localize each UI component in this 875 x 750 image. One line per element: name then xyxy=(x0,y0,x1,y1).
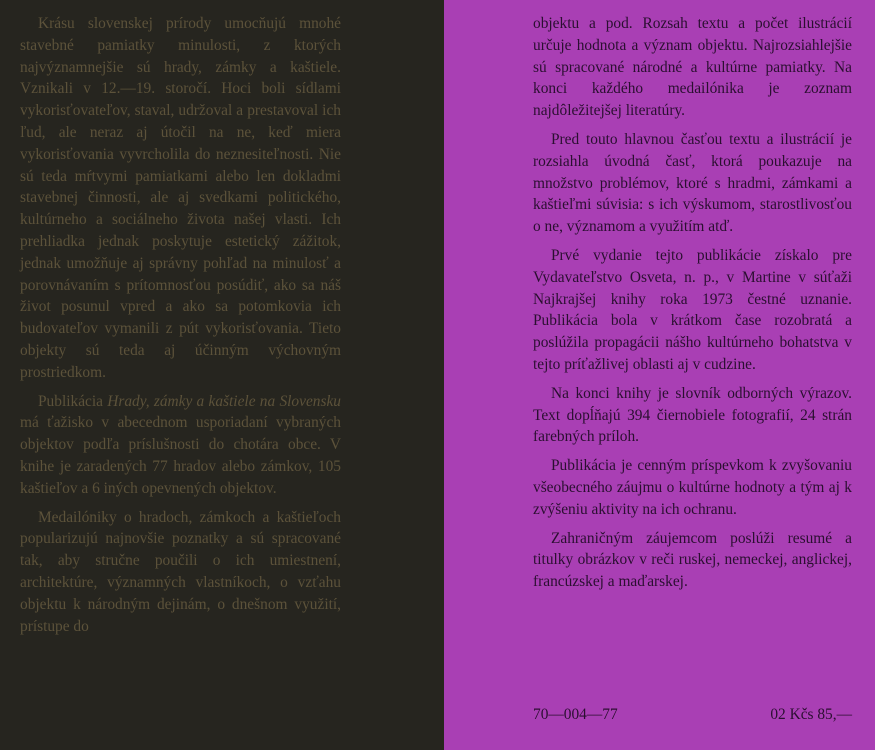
book-price: 02 Kčs 85,— xyxy=(770,706,852,723)
left-paragraph-2 xyxy=(20,391,341,500)
right-paragraph-5: Publikácia je cenným príspevkom k zvyšovaniu všeobecného záujmu o kultúrne hodnoty a tým aj k zvýšeniu aktivity na ich ochranu. xyxy=(533,457,852,518)
publication-intro: Publikácia xyxy=(38,392,108,410)
right-paragraph-3: Prvé vydanie tejto publikácie získalo pre Vydavateľstvo Osveta, n. p., v Martine v súťaži Najkrajšej knihy roka 1973 čestné uznanie. Publikácia bola v krátkom čase rozobratá a poslúžila propagácii nášho kultúrneho bohatstva v tejto príťažlivej oblasti aj v cudzine. xyxy=(533,246,852,373)
book-code: 70—004—77 xyxy=(533,706,618,723)
right-paragraph-1: objektu a pod. Rozsah textu a počet ilustrácií určuje hodnota a význam objektu. Najrozsiahlejšie sú spracované národné a kultúrne pamiatky. Na konci každého medailónika je zoznam najdôležitejšej literatúry. xyxy=(533,15,852,120)
left-column-text xyxy=(20,13,341,644)
left-paragraph-1: Krásu slovenskej prírody umocňujú mnohé stavebné pamiatky minulosti, z ktorých najvýznamnejšie sú hrady, zámky a kaštiele. Vznikali v 12.—19. storočí. Hoci boli sídlami vykorisťovateľov, staval, udržoval a prestavoval ich ľud, ale neraz aj útočil na ne, keď miera vykorisťovania vyvrcholila do neznesiteľnosti. Nie sú teda mŕtvymi pamiatkami alebo len dokladmi stavebnej činnosti, ale aj svedkami politického, kultúrneho a sociálneho života našej vlasti. Ich prehliadka jednak poskytuje estetický zážitok, jednak umožňuje aj správny pohľad na minulosť a porovnávaním s prítomnosťou posúdiť, ako sa náš život posunul vpred a ako sa potomkovia ich budovateľov vymanili z pút vykorisťovania. Tieto objekty sú teda aj účinným výchovným prostriedkom. xyxy=(20,15,341,381)
right-column-text xyxy=(533,13,852,600)
right-paragraph-4: Na konci knihy je slovník odborných výrazov. Text dopĺňajú 394 čiernobiele fotografií, 24 strán farebných príloh. xyxy=(533,384,852,446)
publication-title: Hrady, zámky a kaštiele na Slovensku xyxy=(107,392,341,410)
publication-summary: má ťažisko v abecednom usporiadaní vybraných objektov podľa príslušnosti do chotára obce. V knihe je zaradených 77 hradov alebo zámkov, 105 kaštieľov a 6 iných opevnených objektov. xyxy=(20,414,341,497)
right-paragraph-2: Pred touto hlavnou časťou textu a ilustrácií je rozsiahla úvodná časť, ktorá poukazuje na množstvo problémov, ktoré s hradmi, zámkami a kaštieľmi súvisia: s ich výskumom, starostlivosťou o ne, významom a využitím atď. xyxy=(533,130,852,236)
right-paragraph-6: Zahraničným záujemcom poslúži resumé a titulky obrázkov v reči ruskej, nemeckej, anglickej, francúzskej a maďarskej. xyxy=(533,529,852,591)
left-paragraph-3: Medailóniky o hradoch, zámkoch a kaštieľoch popularizujú najnovšie poznatky a sú spracované tak, aby stručne poučili o ich umiestnení, architektúre, významných vlastníkoch, o vzťahu objektu k národným dejinám, o dnešnom využití, prístupe do xyxy=(20,508,341,635)
